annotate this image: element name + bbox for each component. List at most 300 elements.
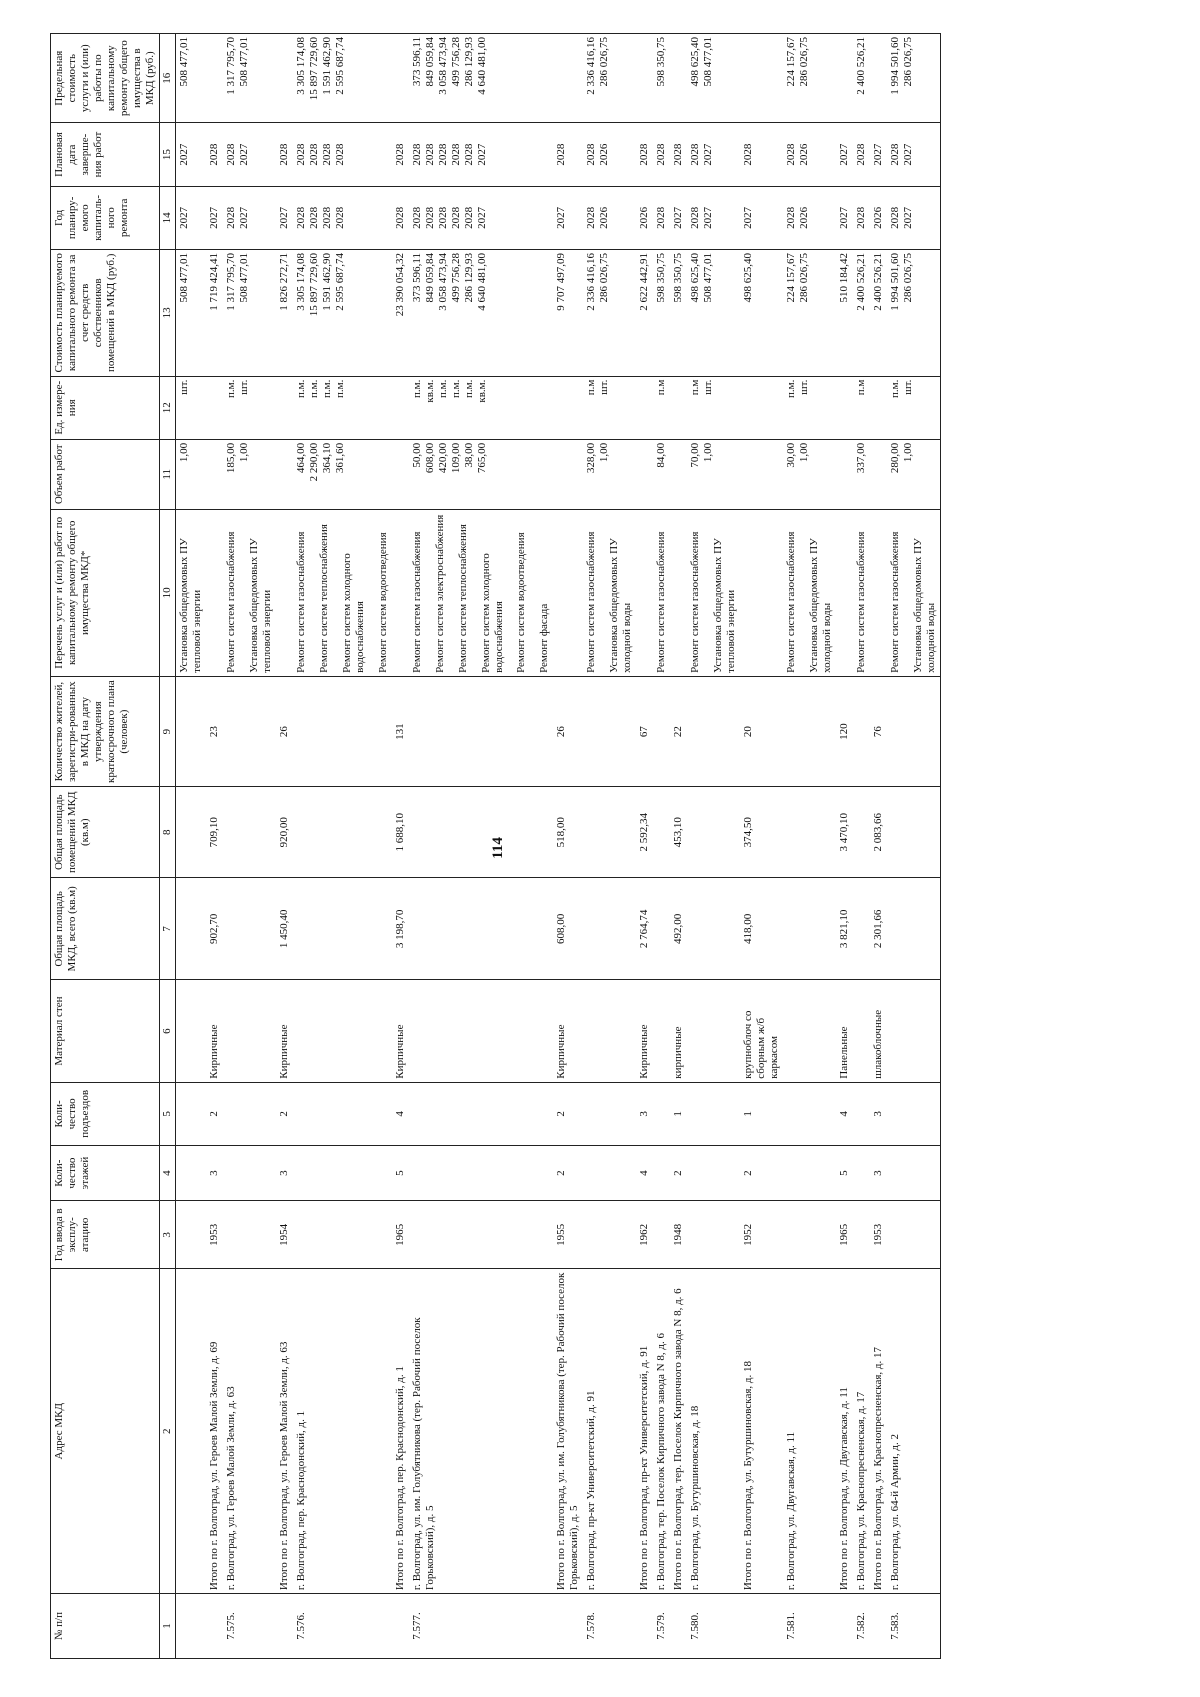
work-volume: 280,00 xyxy=(889,442,902,474)
row-number: 7.578. xyxy=(583,1594,636,1659)
premises-area: 374,50 xyxy=(740,787,783,878)
wall-material: Кирпичные xyxy=(276,980,293,1082)
planned-year-cell xyxy=(783,186,836,249)
cost-limit: 3 305 174,08 xyxy=(294,37,307,95)
planned-year-cell xyxy=(740,186,783,249)
planned-year: 2026 xyxy=(872,206,885,229)
planned-year-cell xyxy=(870,186,887,249)
works-list: Ремонт систем газоснабжения xyxy=(889,531,902,673)
column-header: № п/п xyxy=(51,1594,160,1659)
wall-material: Панельные xyxy=(836,980,853,1082)
premises-area xyxy=(409,787,554,878)
floors-count: 3 xyxy=(870,1146,887,1201)
total-row xyxy=(206,34,223,1659)
floors-count: 2 xyxy=(553,1146,583,1201)
unit-of-measure: п.м. xyxy=(224,379,237,398)
address: Итого по г. Волгоград, пер. Краснодонский, д. 1 xyxy=(392,1269,409,1594)
planned-year-cell xyxy=(206,186,223,249)
completion-year: 2028 xyxy=(423,143,436,166)
works-list: Ремонт систем газоснабжения xyxy=(224,531,237,673)
planned-year-cell xyxy=(836,186,853,249)
work-volume-cell xyxy=(636,439,653,509)
planned-cost-cell xyxy=(293,250,392,377)
unit-of-measure: п.м. xyxy=(333,379,346,398)
work-volume-cell xyxy=(206,439,223,509)
work-volume-cell xyxy=(293,439,392,509)
wall-material xyxy=(223,980,276,1082)
completion-year: 2028 xyxy=(393,143,406,166)
total-row xyxy=(392,34,409,1659)
cost-limit-cell xyxy=(687,34,740,123)
address: г. Волгоград, ул. Краснопресненская, д. 17 xyxy=(853,1269,870,1594)
wall-material xyxy=(583,980,636,1082)
cost-limit: 499 756,28 xyxy=(449,37,462,87)
planned-cost: 373 596,11 xyxy=(410,253,423,303)
premises-area: 2 083,66 xyxy=(870,787,887,878)
total-row xyxy=(276,34,293,1659)
floors-count xyxy=(583,1146,636,1201)
total-area xyxy=(653,878,670,980)
completion-year-cell xyxy=(870,123,887,186)
unit-of-measure-cell xyxy=(553,376,583,439)
address: г. Волгоград, ул. Двугавская, д. 11 xyxy=(783,1269,836,1594)
residents-count: 67 xyxy=(636,676,653,786)
planned-cost-cell xyxy=(887,250,940,377)
works-list-cell xyxy=(392,509,409,676)
row-number: 7.583. xyxy=(887,1594,940,1659)
works-list: Установка общедомовых ПУ тепловой энергии xyxy=(177,538,203,673)
works-list: Ремонт систем газоснабжения xyxy=(785,531,798,673)
unit-of-measure: п.м. xyxy=(462,379,475,398)
year-built: 1953 xyxy=(870,1201,887,1269)
cost-limit-cell xyxy=(223,34,276,123)
cost-limit: 286 026,75 xyxy=(598,37,611,87)
entrances-count: 2 xyxy=(206,1082,223,1145)
work-volume: 1,00 xyxy=(702,442,715,463)
planned-year: 2028 xyxy=(655,206,668,229)
planned-year: 2028 xyxy=(889,206,902,229)
column-header: Количество жителей, зарегистри-рованных в МКД на дату утверждения краткосрочного плана (человек) xyxy=(51,676,160,786)
residents-count: 26 xyxy=(276,676,293,786)
column-number: 6 xyxy=(159,980,175,1082)
work-volume: 364,10 xyxy=(320,442,333,474)
cost-limit-cell xyxy=(583,34,636,123)
completion-year-cell xyxy=(836,123,853,186)
row-number xyxy=(636,1594,653,1659)
unit-of-measure: п.м xyxy=(585,379,598,396)
cost-limit: 3 058 473,94 xyxy=(436,37,449,95)
year-built xyxy=(223,1201,276,1269)
planned-cost: 1 591 462,90 xyxy=(320,253,333,311)
planned-year: 2027 xyxy=(555,206,568,229)
works-list-cell xyxy=(887,509,940,676)
unit-of-measure-cell xyxy=(636,376,653,439)
row-number xyxy=(206,1594,223,1659)
rotated-table-container xyxy=(50,33,1182,1659)
table-body xyxy=(175,34,940,1659)
row-number: 7.579. xyxy=(653,1594,670,1659)
works-list-cell xyxy=(223,509,276,676)
planned-year: 2028 xyxy=(585,206,598,229)
completion-year: 2028 xyxy=(320,143,333,166)
planned-cost: 598 350,75 xyxy=(672,253,685,303)
planned-cost: 23 390 054,32 xyxy=(393,253,406,317)
residents-count xyxy=(293,676,392,786)
premises-area: 709,10 xyxy=(206,787,223,878)
house-row xyxy=(409,34,554,1659)
planned-cost-cell xyxy=(409,250,554,377)
unit-of-measure: шт. xyxy=(598,379,611,395)
work-volume-cell xyxy=(870,439,887,509)
works-list: Ремонт систем газоснабжения xyxy=(294,531,307,673)
entrances-count: 1 xyxy=(740,1082,783,1145)
premises-area: 518,00 xyxy=(553,787,583,878)
unit-of-measure: кв.м. xyxy=(423,379,436,403)
year-built: 1965 xyxy=(392,1201,409,1269)
address: Итого по г. Волгоград, ул. Героев Малой Земли, д. 69 xyxy=(206,1269,223,1594)
planned-year: 2028 xyxy=(462,206,475,229)
floors-count xyxy=(409,1146,554,1201)
wall-material: Кирпичные xyxy=(206,980,223,1082)
planned-cost: 498 625,40 xyxy=(742,253,755,303)
completion-year-cell xyxy=(583,123,636,186)
unit-of-measure: п.м. xyxy=(449,379,462,398)
planned-year: 2027 xyxy=(177,206,190,229)
completion-year-cell xyxy=(670,123,687,186)
unit-of-measure-cell xyxy=(223,376,276,439)
cost-limit-cell xyxy=(293,34,392,123)
planned-cost: 2 400 526,21 xyxy=(855,253,868,311)
cost-limit: 508 477,01 xyxy=(702,37,715,87)
wall-material: шлакоблочные xyxy=(870,980,887,1082)
total-area: 2 764,74 xyxy=(636,878,653,980)
planned-year-cell xyxy=(670,186,687,249)
cost-limit: 1 994 501,60 xyxy=(889,37,902,95)
year-built: 1954 xyxy=(276,1201,293,1269)
residents-count: 131 xyxy=(392,676,409,786)
total-row xyxy=(670,34,687,1659)
completion-year: 2028 xyxy=(689,143,702,166)
completion-year: 2027 xyxy=(872,143,885,166)
total-area: 2 301,66 xyxy=(870,878,887,980)
unit-of-measure: п.м. xyxy=(785,379,798,398)
unit-of-measure-cell xyxy=(687,376,740,439)
works-list: Ремонт систем газоснабжения xyxy=(655,531,668,673)
premises-area: 3 470,10 xyxy=(836,787,853,878)
column-number: 1 xyxy=(159,1594,175,1659)
year-built: 1952 xyxy=(740,1201,783,1269)
completion-year-cell xyxy=(853,123,870,186)
column-number: 9 xyxy=(159,676,175,786)
work-volume: 2 290,00 xyxy=(307,442,320,482)
year-built xyxy=(887,1201,940,1269)
planned-year-cell xyxy=(392,186,409,249)
address: г. Волгоград, пр-кт Университетский, д. 91 xyxy=(583,1269,636,1594)
planned-cost-cell xyxy=(223,250,276,377)
works-list-cell xyxy=(175,509,205,676)
row-number: 7.576. xyxy=(293,1594,392,1659)
planned-cost: 508 477,01 xyxy=(702,253,715,303)
works-list-cell xyxy=(409,509,554,676)
entrances-count xyxy=(853,1082,870,1145)
work-volume-cell xyxy=(740,439,783,509)
works-list: Установка общедомовых ПУ холодной воды xyxy=(808,538,834,673)
cost-limit: 2 595 687,74 xyxy=(333,37,346,95)
completion-year: 2027 xyxy=(177,143,190,166)
column-header: Материал стен xyxy=(51,980,160,1082)
total-area: 902,70 xyxy=(206,878,223,980)
work-volume-cell xyxy=(583,439,636,509)
floors-count xyxy=(853,1146,870,1201)
work-volume-cell xyxy=(409,439,554,509)
year-built xyxy=(853,1201,870,1269)
unit-of-measure-cell xyxy=(392,376,409,439)
cost-limit: 598 350,75 xyxy=(655,37,668,87)
wall-material: крупноблоч со сборным ж/б каркасом xyxy=(740,980,783,1082)
cost-limit: 4 640 481,00 xyxy=(475,37,488,95)
planned-cost-cell xyxy=(392,250,409,377)
works-list-cell xyxy=(740,509,783,676)
row-number: 7.577. xyxy=(409,1594,554,1659)
planned-cost: 286 129,93 xyxy=(462,253,475,303)
works-list-cell xyxy=(670,509,687,676)
address: г. Волгоград, тер. Поселок Кирпичного завода N 8, д. 6 xyxy=(653,1269,670,1594)
year-built xyxy=(175,1201,205,1269)
unit-of-measure-cell xyxy=(836,376,853,439)
cost-limit-cell xyxy=(553,34,583,123)
residents-count xyxy=(653,676,670,786)
work-volume: 70,00 xyxy=(689,442,702,468)
column-header: Объем работ xyxy=(51,439,160,509)
planned-year-cell xyxy=(553,186,583,249)
address: г. Волгоград, ул. Бутуршиновская, д. 18 xyxy=(687,1269,740,1594)
residents-count xyxy=(583,676,636,786)
floors-count xyxy=(783,1146,836,1201)
entrances-count: 1 xyxy=(670,1082,687,1145)
works-list: Ремонт систем холодного водоснабжения xyxy=(340,553,366,673)
year-built: 1948 xyxy=(670,1201,687,1269)
cost-limit: 849 059,84 xyxy=(423,37,436,87)
cost-limit-cell xyxy=(870,34,887,123)
column-number: 16 xyxy=(159,34,175,123)
completion-year: 2028 xyxy=(585,143,598,166)
floors-count: 4 xyxy=(636,1146,653,1201)
work-volume-cell xyxy=(223,439,276,509)
work-volume-cell xyxy=(670,439,687,509)
column-header: Адрес МКД xyxy=(51,1269,160,1594)
planned-year: 2028 xyxy=(307,206,320,229)
planned-cost-cell xyxy=(276,250,293,377)
cost-limit-cell xyxy=(670,34,687,123)
premises-area xyxy=(583,787,636,878)
entrances-count xyxy=(175,1082,205,1145)
completion-year: 2028 xyxy=(449,143,462,166)
column-number: 5 xyxy=(159,1082,175,1145)
floors-count: 2 xyxy=(740,1146,783,1201)
column-number: 11 xyxy=(159,439,175,509)
capital-repair-table xyxy=(50,33,941,1659)
unit-of-measure-cell xyxy=(740,376,783,439)
column-number: 8 xyxy=(159,787,175,878)
works-list-cell xyxy=(583,509,636,676)
planned-year: 2026 xyxy=(798,206,811,229)
address: г. Волгоград, ул. 64-й Армии, д. 2 xyxy=(887,1269,940,1594)
column-header: Плановая дата заверше-ния работ xyxy=(51,123,160,186)
address: г. Волгоград, пер. Краснодонский, д. 1 xyxy=(293,1269,392,1594)
total-area: 3 198,70 xyxy=(392,878,409,980)
completion-year-cell xyxy=(687,123,740,186)
total-row xyxy=(870,34,887,1659)
column-number: 10 xyxy=(159,509,175,676)
works-list: Ремонт фасада xyxy=(538,603,551,673)
planned-cost: 286 026,75 xyxy=(798,253,811,303)
wall-material xyxy=(409,980,554,1082)
completion-year: 2028 xyxy=(307,143,320,166)
planned-year: 2028 xyxy=(785,206,798,229)
entrances-count xyxy=(409,1082,554,1145)
planned-year: 2027 xyxy=(207,206,220,229)
completion-year-cell xyxy=(276,123,293,186)
planned-year-cell xyxy=(687,186,740,249)
planned-year: 2026 xyxy=(638,206,651,229)
entrances-count xyxy=(653,1082,670,1145)
work-volume: 608,00 xyxy=(423,442,436,474)
work-volume: 30,00 xyxy=(785,442,798,468)
unit-of-measure: п.м. xyxy=(410,379,423,398)
works-list: Ремонт систем газоснабжения xyxy=(585,531,598,673)
column-number: 14 xyxy=(159,186,175,249)
residents-count: 20 xyxy=(740,676,783,786)
unit-of-measure: шт. xyxy=(177,379,190,395)
work-volume: 50,00 xyxy=(410,442,423,468)
floors-count xyxy=(175,1146,205,1201)
planned-cost: 2 336 416,16 xyxy=(585,253,598,311)
premises-area xyxy=(175,787,205,878)
planned-year: 2026 xyxy=(598,206,611,229)
work-row xyxy=(175,34,205,1659)
total-row xyxy=(636,34,653,1659)
entrances-count xyxy=(583,1082,636,1145)
unit-of-measure: п.м. xyxy=(320,379,333,398)
house-row xyxy=(783,34,836,1659)
entrances-count xyxy=(783,1082,836,1145)
entrances-count: 3 xyxy=(636,1082,653,1145)
completion-year: 2028 xyxy=(672,143,685,166)
cost-limit: 1 591 462,90 xyxy=(320,37,333,95)
cost-limit-cell xyxy=(836,34,853,123)
planned-year: 2028 xyxy=(689,206,702,229)
year-built: 1955 xyxy=(553,1201,583,1269)
row-number xyxy=(276,1594,293,1659)
column-number: 7 xyxy=(159,878,175,980)
residents-count xyxy=(853,676,870,786)
works-list: Ремонт систем газоснабжения xyxy=(855,531,868,673)
entrances-count: 2 xyxy=(553,1082,583,1145)
works-list: Установка общедомовых ПУ тепловой энергии xyxy=(247,538,273,673)
planned-year: 2028 xyxy=(333,206,346,229)
completion-year: 2027 xyxy=(838,143,851,166)
planned-cost: 3 305 174,08 xyxy=(294,253,307,311)
unit-of-measure: шт. xyxy=(237,379,250,395)
entrances-count xyxy=(293,1082,392,1145)
works-list: Ремонт систем водоотведения xyxy=(376,532,389,673)
work-volume-cell xyxy=(853,439,870,509)
completion-year-cell xyxy=(223,123,276,186)
row-number xyxy=(175,1594,205,1659)
premises-area: 1 688,10 xyxy=(392,787,409,878)
completion-year: 2028 xyxy=(889,143,902,166)
completion-year-cell xyxy=(175,123,205,186)
planned-year: 2027 xyxy=(838,206,851,229)
column-header: Год ввода в эксплу-атацию xyxy=(51,1201,160,1269)
cost-limit-cell xyxy=(409,34,554,123)
work-volume-cell xyxy=(392,439,409,509)
planned-year-cell xyxy=(175,186,205,249)
row-number xyxy=(870,1594,887,1659)
planned-year: 2027 xyxy=(902,206,915,229)
planned-year: 2027 xyxy=(277,206,290,229)
address: Итого по г. Волгоград, ул. Краснопресненская, д. 17 xyxy=(870,1269,887,1594)
total-area: 418,00 xyxy=(740,878,783,980)
completion-year: 2028 xyxy=(655,143,668,166)
cost-limit-cell xyxy=(636,34,653,123)
floors-count: 3 xyxy=(206,1146,223,1201)
work-volume: 1,00 xyxy=(902,442,915,463)
unit-of-measure: шт. xyxy=(702,379,715,395)
entrances-count xyxy=(223,1082,276,1145)
planned-cost-cell xyxy=(853,250,870,377)
cost-limit-cell xyxy=(206,34,223,123)
cost-limit: 224 157,67 xyxy=(785,37,798,87)
unit-of-measure-cell xyxy=(870,376,887,439)
planned-year: 2028 xyxy=(423,206,436,229)
completion-year: 2027 xyxy=(237,143,250,166)
works-list: Ремонт систем газоснабжения xyxy=(689,531,702,673)
planned-year-cell xyxy=(276,186,293,249)
unit-of-measure-cell xyxy=(293,376,392,439)
column-header: Ед. измере-ния xyxy=(51,376,160,439)
residents-count xyxy=(409,676,554,786)
column-header: Год планиру-емого капиталь-ного ремонта xyxy=(51,186,160,249)
floors-count: 5 xyxy=(392,1146,409,1201)
works-list: Установка общедомовых ПУ тепловой энергии xyxy=(712,538,738,673)
planned-year-cell xyxy=(293,186,392,249)
year-built xyxy=(653,1201,670,1269)
planned-year: 2027 xyxy=(702,206,715,229)
planned-cost-cell xyxy=(175,250,205,377)
unit-of-measure-cell xyxy=(583,376,636,439)
planned-cost-cell xyxy=(740,250,783,377)
planned-cost: 224 157,67 xyxy=(785,253,798,303)
planned-year-cell xyxy=(636,186,653,249)
wall-material: Кирпичные xyxy=(553,980,583,1082)
unit-of-measure: п.м. xyxy=(436,379,449,398)
column-header: Коли-чество этажей xyxy=(51,1146,160,1201)
row-number xyxy=(740,1594,783,1659)
address: Итого по г. Волгоград, ул. им. Голубятникова (тер. Рабочий поселок Горьковский), д. 5 xyxy=(553,1269,583,1594)
unit-of-measure-cell xyxy=(409,376,554,439)
works-list-cell xyxy=(853,509,870,676)
completion-year-cell xyxy=(783,123,836,186)
cost-limit: 508 477,01 xyxy=(177,37,190,87)
completion-year: 2028 xyxy=(207,143,220,166)
year-built xyxy=(293,1201,392,1269)
floors-count xyxy=(887,1146,940,1201)
works-list: Ремонт систем холодного водоснабжения xyxy=(479,553,505,673)
wall-material xyxy=(175,980,205,1082)
planned-cost: 2 595 687,74 xyxy=(333,253,346,311)
floors-count: 2 xyxy=(670,1146,687,1201)
